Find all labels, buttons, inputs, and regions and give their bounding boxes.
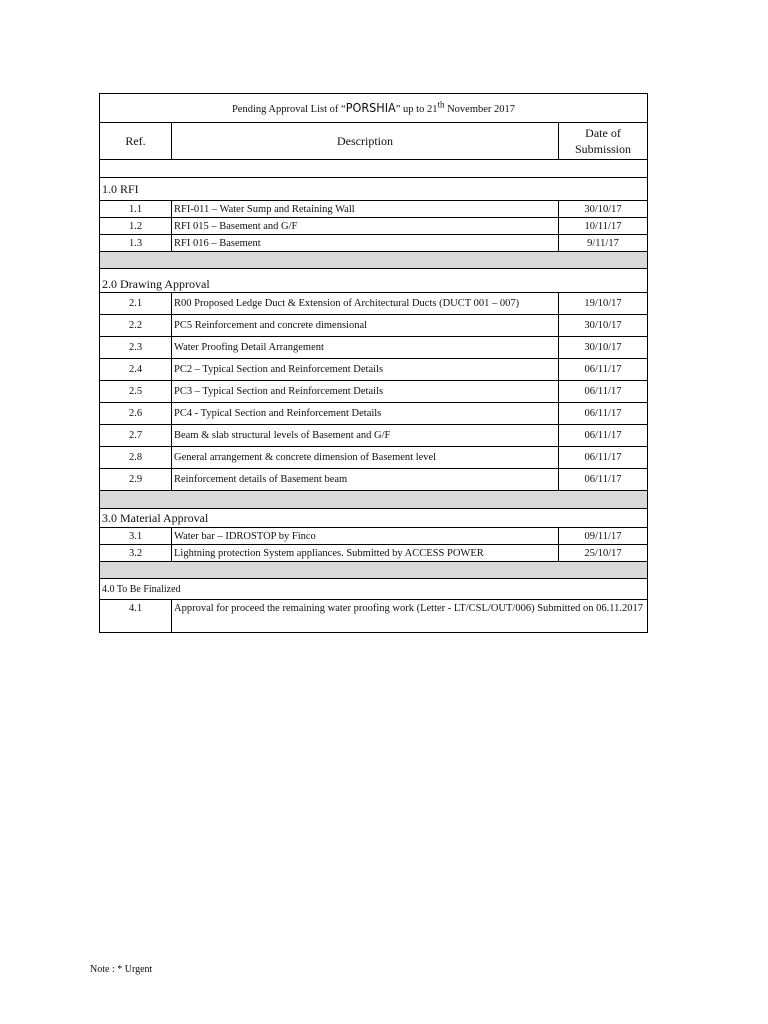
description-cell: Reinforcement details of Basement beam	[172, 469, 559, 491]
date-cell: 06/11/17	[559, 359, 648, 381]
title-prefix: Pending Approval List of “	[231, 103, 346, 115]
date-cell: 19/10/17	[559, 293, 648, 315]
ref-cell: 2.2	[100, 315, 172, 337]
title-superscript: th	[437, 99, 445, 109]
table-row	[100, 381, 648, 403]
pending-approval-table	[99, 93, 648, 633]
ref-cell: 3.2	[100, 545, 172, 562]
separator-cell	[100, 252, 648, 269]
table-row	[100, 469, 648, 491]
table-row	[100, 293, 648, 315]
description-cell: PC5 Reinforcement and concrete dimensional	[172, 315, 559, 337]
title-row	[100, 94, 648, 123]
spacer-cell	[100, 160, 648, 178]
table-row	[100, 201, 648, 218]
page-title	[100, 94, 648, 123]
section-heading-row	[100, 509, 648, 528]
table-row	[100, 600, 648, 633]
ref-cell: 2.9	[100, 469, 172, 491]
description-cell: PC3 – Typical Section and Reinforcement Details	[172, 381, 559, 403]
header-description: Description	[172, 123, 559, 160]
date-cell: 10/11/17	[559, 218, 648, 235]
ref-cell: 2.7	[100, 425, 172, 447]
date-cell: 06/11/17	[559, 447, 648, 469]
date-cell: 09/11/17	[559, 528, 648, 545]
section-heading-row	[100, 579, 648, 600]
table-row	[100, 447, 648, 469]
description-cell: Approval for proceed the remaining water proofing work (Letter - LT/CSL/OUT/006) Submitted on 06.11.2017	[172, 600, 648, 633]
ref-cell: 2.1	[100, 293, 172, 315]
title-suffix: November 2017	[444, 103, 516, 115]
date-cell: 9/11/17	[559, 235, 648, 252]
date-cell: 06/11/17	[559, 425, 648, 447]
section-heading-row	[100, 178, 648, 201]
title-product: PORSHIA	[345, 99, 396, 115]
section-heading: 3.0 Material Approval	[100, 509, 648, 528]
ref-cell: 1.2	[100, 218, 172, 235]
ref-cell: 2.4	[100, 359, 172, 381]
table-row	[100, 528, 648, 545]
ref-cell: 3.1	[100, 528, 172, 545]
header-date-line2: Submission	[574, 142, 631, 156]
separator-cell	[100, 491, 648, 509]
description-cell: Water bar – IDROSTOP by Finco	[172, 528, 559, 545]
description-cell: RFI-011 – Water Sump and Retaining Wall	[172, 201, 559, 218]
header-date	[559, 123, 648, 160]
description-cell: RFI 015 – Basement and G/F	[172, 218, 559, 235]
date-cell: 30/10/17	[559, 337, 648, 359]
separator-row	[100, 491, 648, 509]
table-row	[100, 425, 648, 447]
section-heading: 2.0 Drawing Approval	[100, 269, 648, 293]
date-cell: 25/10/17	[559, 545, 648, 562]
date-cell: 06/11/17	[559, 403, 648, 425]
section-heading-row	[100, 269, 648, 293]
title-middle: ” up to 21	[395, 103, 438, 115]
table-row	[100, 337, 648, 359]
header-row	[100, 123, 648, 160]
ref-cell: 1.3	[100, 235, 172, 252]
date-cell: 06/11/17	[559, 381, 648, 403]
header-ref: Ref.	[100, 123, 172, 160]
date-cell: 06/11/17	[559, 469, 648, 491]
description-cell: RFI 016 – Basement	[172, 235, 559, 252]
ref-cell: 4.1	[100, 600, 172, 633]
table-row	[100, 235, 648, 252]
date-cell: 30/10/17	[559, 315, 648, 337]
description-cell: Water Proofing Detail Arrangement	[172, 337, 559, 359]
date-cell: 30/10/17	[559, 201, 648, 218]
ref-cell: 2.3	[100, 337, 172, 359]
separator-row	[100, 562, 648, 579]
description-cell: PC4 - Typical Section and Reinforcement Details	[172, 403, 559, 425]
ref-cell: 2.5	[100, 381, 172, 403]
section-heading: 4.0 To Be Finalized	[100, 579, 648, 600]
table-row	[100, 218, 648, 235]
separator-cell	[100, 562, 648, 579]
ref-cell: 2.8	[100, 447, 172, 469]
section-heading: 1.0 RFI	[100, 178, 648, 201]
table-row	[100, 403, 648, 425]
description-cell: Lightning protection System appliances. Submitted by ACCESS POWER	[172, 545, 559, 562]
ref-cell: 1.1	[100, 201, 172, 218]
separator-row	[100, 252, 648, 269]
header-date-line1: Date of	[585, 126, 621, 140]
description-cell: General arrangement & concrete dimension of Basement level	[172, 447, 559, 469]
description-cell: Beam & slab structural levels of Basement and G/F	[172, 425, 559, 447]
description-cell: R00 Proposed Ledge Duct & Extension of Architectural Ducts (DUCT 001 – 007)	[172, 293, 559, 315]
footer-note: Note : * Urgent	[90, 964, 153, 975]
description-cell: PC2 – Typical Section and Reinforcement Details	[172, 359, 559, 381]
spacer-row	[100, 160, 648, 178]
table-row	[100, 315, 648, 337]
ref-cell: 2.6	[100, 403, 172, 425]
table-row	[100, 359, 648, 381]
table-row	[100, 545, 648, 562]
